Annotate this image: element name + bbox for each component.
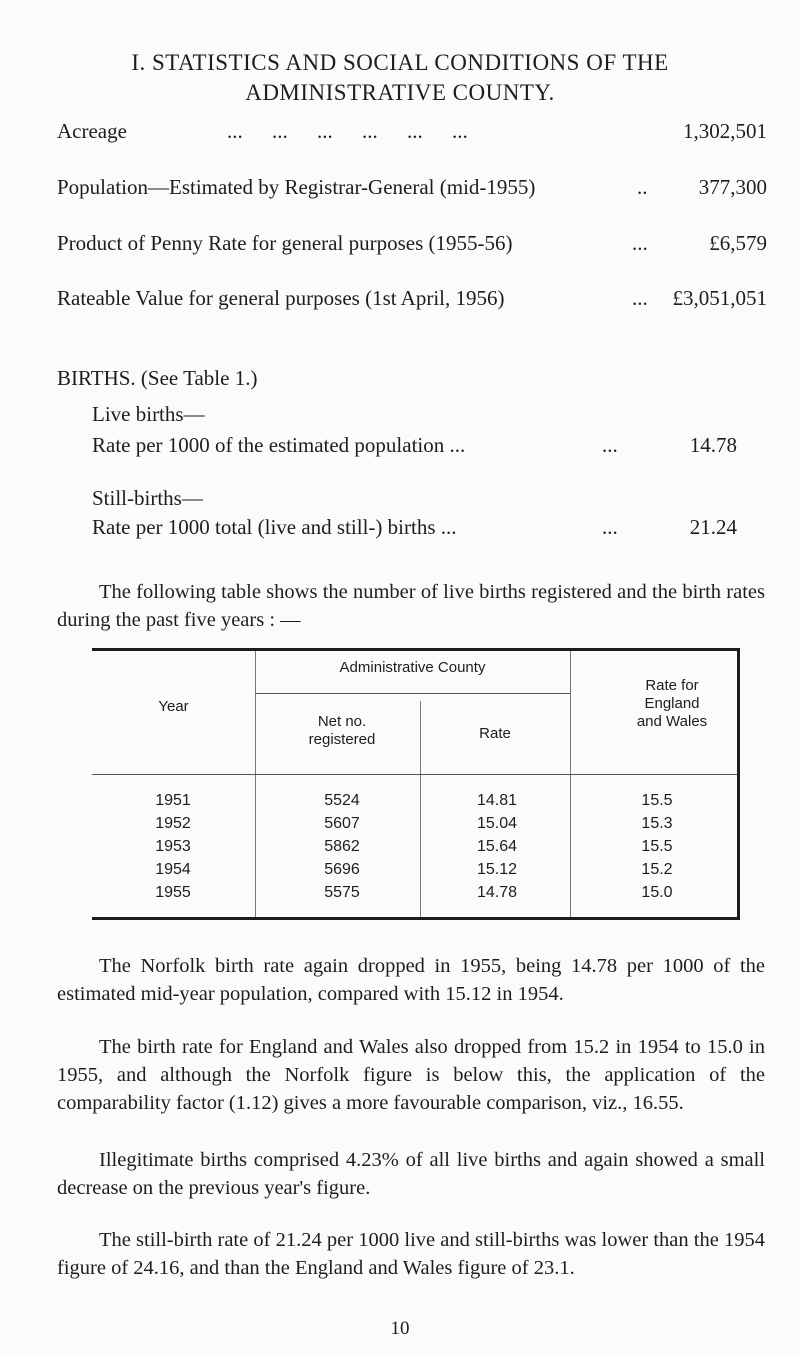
paragraph-1: The Norfolk birth rate again dropped in 1955, being 14.78 per 1000 of the estimated mid-year population, compared with 15.12 in 1954.: [57, 955, 765, 1005]
cell-rate: 15.04: [476, 815, 518, 832]
paragraph-4: The still-birth rate of 21.24 per 1000 live and still-births was lower than the 1954 figure of 24.16, and than the England and Wales figure of 23.1.: [57, 1229, 765, 1279]
cell-net: 5524: [324, 792, 360, 809]
cell-net: 5696: [324, 861, 360, 878]
stat-label: Rateable Value for general purposes (1st April, 1956): [57, 286, 505, 310]
paragraph-3: Illegitimate births comprised 4.23% of all live births and again showed a small decrease on the previous year's figure.: [57, 1149, 765, 1199]
leader-dots: ...: [602, 515, 618, 539]
cell-year: 1951: [155, 792, 191, 809]
stat-label: Population—Estimated by Registrar-General (mid-1955): [57, 175, 536, 199]
page-number: 10: [390, 1318, 410, 1339]
column-divider: [255, 651, 256, 917]
column-group-header: Administrative County: [339, 659, 486, 676]
cell-year: 1955: [155, 884, 191, 901]
stat-label: Product of Penny Rate for general purposes (1955-56): [57, 231, 513, 255]
group-header-underline: [255, 693, 570, 694]
cell-net: 5607: [324, 815, 360, 832]
page-title-line-1: I. STATISTICS AND SOCIAL CONDITIONS OF THE: [131, 50, 669, 75]
cell-ew: 15.3: [641, 815, 673, 832]
column-header-rate: Rate: [479, 725, 511, 742]
stat-value: 377,300: [698, 175, 767, 199]
cell-ew: 15.5: [641, 792, 673, 809]
births-heading: BIRTHS. (See Table 1.): [57, 366, 258, 390]
stat-row-penny-rate: [57, 229, 767, 257]
live-birth-rate-label: Rate per 1000 of the estimated population ...: [92, 433, 466, 457]
leader-dots: ..: [637, 175, 648, 199]
column-header-year: Year: [158, 698, 189, 715]
table-intro-paragraph: The following table shows the number of live births registered and the birth rates during the past five years : —: [57, 581, 765, 631]
cell-year: 1953: [155, 838, 191, 855]
stat-row-population: [57, 173, 767, 201]
live-births-heading: Live births—: [92, 402, 205, 426]
cell-rate: 15.12: [476, 861, 518, 878]
live-birth-rate-row: [92, 431, 737, 459]
cell-rate: 14.81: [476, 792, 518, 809]
stat-row-acreage: [57, 117, 767, 145]
cell-ew: 15.0: [641, 884, 673, 901]
leader-dots: ... ... ... ... ... ...: [227, 119, 468, 143]
cell-ew: 15.5: [641, 838, 673, 855]
column-header-england-wales: Rate for England and Wales: [636, 677, 708, 730]
cell-rate: 15.64: [476, 838, 518, 855]
cell-ew: 15.2: [641, 861, 673, 878]
still-birth-rate-row: [92, 513, 737, 541]
stat-value: £6,579: [709, 231, 767, 255]
cell-net: 5862: [324, 838, 360, 855]
header-rule: [92, 774, 737, 775]
column-header-net-registered: Net no. registered: [308, 713, 376, 748]
still-birth-rate-label: Rate per 1000 total (live and still-) births ...: [92, 515, 457, 539]
births-table: [92, 648, 740, 920]
leader-dots: ...: [602, 433, 618, 457]
leader-dots: ...: [632, 286, 648, 310]
stat-row-rateable-value: [57, 284, 767, 312]
cell-year: 1954: [155, 861, 191, 878]
still-births-heading: Still-births—: [92, 486, 203, 510]
stat-label: Acreage: [57, 119, 127, 143]
live-birth-rate-value: 14.78: [689, 433, 737, 457]
stat-value: £3,051,051: [672, 286, 767, 310]
cell-net: 5575: [324, 884, 360, 901]
cell-rate: 14.78: [476, 884, 518, 901]
column-divider: [570, 651, 571, 917]
stat-value: 1,302,501: [683, 119, 767, 143]
leader-dots: ...: [632, 231, 648, 255]
page-title-line-2: ADMINISTRATIVE COUNTY.: [245, 80, 555, 105]
cell-year: 1952: [155, 815, 191, 832]
still-birth-rate-value: 21.24: [689, 515, 737, 539]
paragraph-2: The birth rate for England and Wales also dropped from 15.2 in 1954 to 15.0 in 1955, and although the Norfolk figure is below this, the application of the comparability factor (1.12) gives a more favourable comparison, viz., 16.55.: [57, 1036, 765, 1114]
